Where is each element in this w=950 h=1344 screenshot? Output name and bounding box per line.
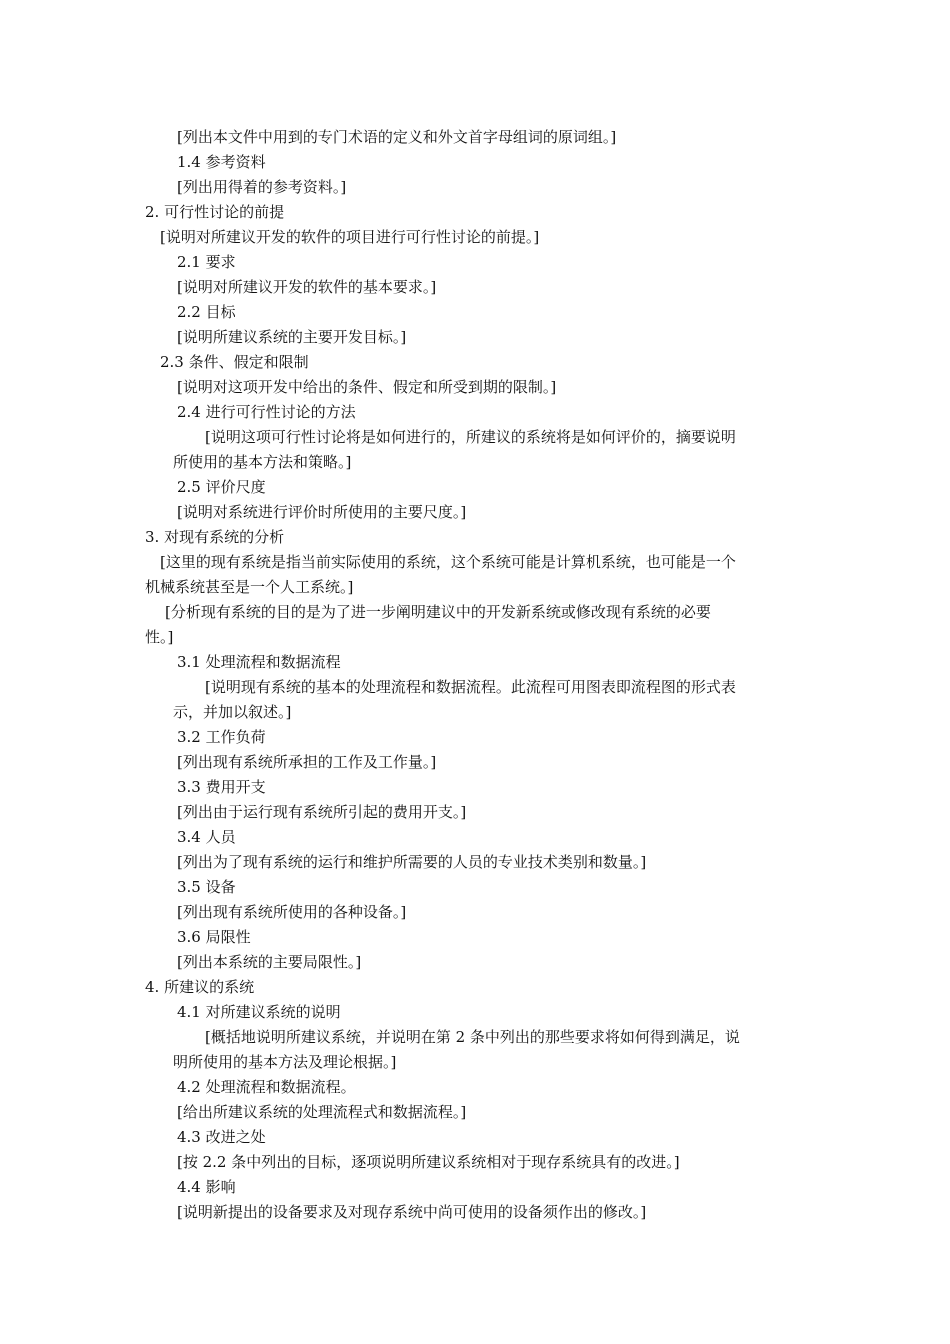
text-line: 明所使用的基本方法及理论根据。] xyxy=(173,1053,397,1071)
text-line: 所使用的基本方法和策略。] xyxy=(173,453,352,471)
section-heading: 4.4 影响 xyxy=(177,1178,236,1196)
text-line: [列出由于运行现有系统所引起的费用开支。] xyxy=(177,803,467,821)
text-line: [说明现有系统的基本的处理流程和数据流程。此流程可用图表即流程图的形式表 xyxy=(205,678,736,696)
section-heading: 2.3 条件、假定和限制 xyxy=(160,353,309,371)
section-heading: 3.5 设备 xyxy=(177,878,236,896)
text-line: [按 2.2 条中列出的目标，逐项说明所建议系统相对于现存系统具有的改进。] xyxy=(177,1153,680,1171)
text-line: [列出现有系统所使用的各种设备。] xyxy=(177,903,407,921)
text-line: [列出为了现有系统的运行和维护所需要的人员的专业技术类别和数量。] xyxy=(177,853,647,871)
text-line: [概括地说明所建议系统，并说明在第 2 条中列出的那些要求将如何得到满足，说 xyxy=(205,1028,740,1046)
section-heading: 3.2 工作负荷 xyxy=(177,728,266,746)
text-line: [这里的现有系统是指当前实际使用的系统，这个系统可能是计算机系统，也可能是一个 xyxy=(160,553,736,571)
text-line: [列出本文件中用到的专门术语的定义和外文首字母组词的原词组。] xyxy=(177,128,617,146)
text-line: [说明新提出的设备要求及对现存系统中尚可使用的设备须作出的修改。] xyxy=(177,1203,647,1221)
section-heading: 1.4 参考资料 xyxy=(177,153,266,171)
chapter-heading: 2. 可行性讨论的前提 xyxy=(145,203,285,221)
section-heading: 2.1 要求 xyxy=(177,253,236,271)
text-line: 机械系统甚至是一个人工系统。] xyxy=(145,578,354,596)
section-heading: 3.1 处理流程和数据流程 xyxy=(177,653,341,671)
text-line: [说明这项可行性讨论将是如何进行的，所建议的系统将是如何评价的，摘要说明 xyxy=(205,428,736,446)
text-line: [说明对所建议开发的软件的项目进行可行性讨论的前提。] xyxy=(160,228,540,246)
text-line: [列出现有系统所承担的工作及工作量。] xyxy=(177,753,437,771)
document-page xyxy=(0,125,950,1225)
chapter-heading: 3. 对现有系统的分析 xyxy=(145,528,285,546)
text-line: [分析现有系统的目的是为了进一步阐明建议中的开发新系统或修改现有系统的必要 xyxy=(165,603,711,621)
text-line: [说明对系统进行评价时所使用的主要尺度。] xyxy=(177,503,467,521)
section-heading: 2.4 进行可行性讨论的方法 xyxy=(177,403,356,421)
section-heading: 2.5 评价尺度 xyxy=(177,478,266,496)
section-heading: 3.4 人员 xyxy=(177,828,236,846)
text-line: 性。] xyxy=(145,628,174,646)
text-line: 示，并加以叙述。] xyxy=(173,703,292,721)
chapter-heading: 4. 所建议的系统 xyxy=(145,978,255,996)
text-line: [列出用得着的参考资料。] xyxy=(177,178,347,196)
section-heading: 2.2 目标 xyxy=(177,303,236,321)
section-heading: 4.2 处理流程和数据流程。 xyxy=(177,1078,356,1096)
text-line: [给出所建议系统的处理流程式和数据流程。] xyxy=(177,1103,467,1121)
text-line: [说明对所建议开发的软件的基本要求。] xyxy=(177,278,437,296)
section-heading: 4.3 改进之处 xyxy=(177,1128,266,1146)
text-line: [说明所建议系统的主要开发目标。] xyxy=(177,328,407,346)
section-heading: 3.6 局限性 xyxy=(177,928,251,946)
text-line: [列出本系统的主要局限性。] xyxy=(177,953,362,971)
section-heading: 3.3 费用开支 xyxy=(177,778,266,796)
text-line: [说明对这项开发中给出的条件、假定和所受到期的限制。] xyxy=(177,378,557,396)
section-heading: 4.1 对所建议系统的说明 xyxy=(177,1003,341,1021)
